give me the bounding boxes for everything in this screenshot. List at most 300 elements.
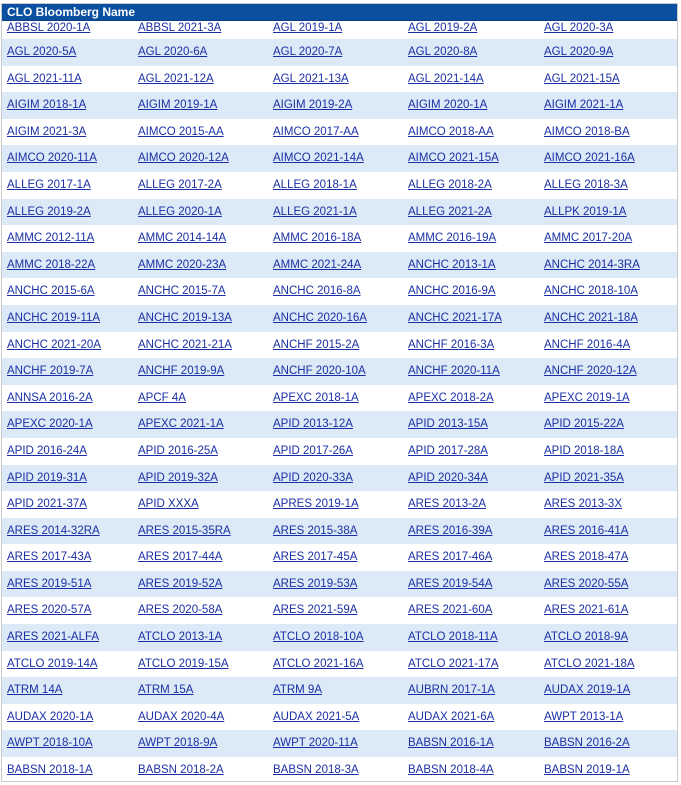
table-cell — [539, 651, 678, 678]
table-cell — [268, 651, 403, 678]
clo-name-link[interactable]: APID 2019-32A — [138, 471, 218, 484]
clo-name-link[interactable]: ANCHC 2019-13A — [138, 311, 232, 324]
clo-name-link[interactable]: ALLEG 2017-2A — [138, 178, 222, 191]
clo-name-link[interactable]: AMMC 2018-22A — [7, 258, 96, 271]
table-cell — [133, 21, 268, 39]
clo-name-link[interactable]: ATRM 14A — [7, 684, 63, 697]
clo-name-link[interactable]: AGL 2019-2A — [408, 22, 478, 34]
clo-name-link[interactable]: ARES 2017-44A — [138, 551, 223, 564]
table-cell — [2, 145, 133, 172]
table-cell — [2, 677, 133, 704]
clo-name-link[interactable]: ALLEG 2017-1A — [7, 178, 91, 191]
table-cell — [133, 199, 268, 226]
clo-name-link[interactable]: AMMC 2017-20A — [544, 232, 633, 245]
clo-name-link[interactable]: AGL 2021-12A — [138, 72, 214, 85]
table-cell — [133, 544, 268, 571]
table-cell — [133, 332, 268, 359]
table-cell — [268, 411, 403, 438]
clo-name-link[interactable]: AGL 2019-1A — [273, 22, 343, 34]
clo-name-link[interactable]: APID 2013-15A — [408, 418, 488, 431]
table-row — [2, 66, 678, 93]
table-cell — [539, 730, 678, 757]
clo-name-link[interactable]: ABBSL 2021-3A — [138, 22, 222, 34]
table-row — [2, 199, 678, 226]
table-cell — [268, 385, 403, 412]
table-cell — [2, 278, 133, 305]
clo-name-link[interactable]: APEXC 2018-2A — [408, 391, 494, 404]
table-cell — [133, 39, 268, 66]
table-cell — [133, 252, 268, 279]
table-cell — [403, 39, 539, 66]
table-cell — [539, 119, 678, 146]
clo-name-link[interactable]: ATCLO 2018-11A — [408, 631, 498, 644]
table-cell — [403, 305, 539, 332]
clo-name-link[interactable]: ANCHF 2020-12A — [544, 365, 637, 378]
table-cell — [539, 385, 678, 412]
clo-name-link[interactable]: AUDAX 2021-6A — [408, 710, 495, 723]
table-cell — [2, 358, 133, 385]
table-cell — [403, 358, 539, 385]
clo-name-link[interactable]: ATCLO 2013-1A — [138, 631, 223, 644]
clo-name-link[interactable]: AWPT 2013-1A — [544, 710, 624, 723]
table-cell — [539, 39, 678, 66]
table-cell — [539, 518, 678, 545]
clo-name-link[interactable]: BABSN 2018-1A — [7, 764, 93, 777]
clo-name-link[interactable]: AIMCO 2021-14A — [273, 152, 364, 165]
clo-name-link[interactable]: AIMCO 2021-15A — [408, 152, 499, 165]
table-cell — [133, 145, 268, 172]
table-cell — [403, 145, 539, 172]
clo-name-link[interactable]: AGL 2020-6A — [138, 46, 208, 58]
table-cell — [2, 172, 133, 199]
table-cell — [539, 571, 678, 598]
table-cell — [539, 704, 678, 731]
table-cell — [539, 252, 678, 279]
table-cell — [133, 730, 268, 757]
clo-name-link[interactable]: ALLEG 2018-3A — [544, 178, 628, 191]
clo-name-link[interactable]: AMMC 2012-11A — [7, 232, 95, 245]
table-cell — [2, 66, 133, 93]
clo-name-link[interactable]: ANCHF 2015-2A — [273, 338, 360, 351]
clo-name-link[interactable]: APEXC 2018-1A — [273, 391, 359, 404]
table-row — [2, 39, 678, 66]
table-row — [2, 145, 678, 172]
table-cell — [403, 597, 539, 624]
table-cell — [403, 544, 539, 571]
table-cell — [133, 677, 268, 704]
clo-name-link[interactable]: ANNSA 2016-2A — [7, 391, 93, 404]
table-cell — [539, 172, 678, 199]
table-cell — [539, 305, 678, 332]
clo-name-link[interactable]: AGL 2021-15A — [544, 72, 620, 85]
clo-name-link[interactable]: AIMCO 2018-BA — [544, 125, 630, 138]
clo-name-link[interactable]: ATCLO 2021-18A — [544, 657, 635, 670]
clo-name-link[interactable]: APID 2020-34A — [408, 471, 488, 484]
table-cell — [403, 624, 539, 651]
table-cell — [2, 597, 133, 624]
clo-name-link[interactable]: AGL 2020-8A — [408, 46, 478, 58]
table-cell — [2, 225, 133, 252]
table-cell — [268, 39, 403, 66]
clo-name-link[interactable]: ARES 2020-55A — [544, 577, 629, 590]
table-cell — [403, 225, 539, 252]
clo-name-link[interactable]: APID 2021-37A — [7, 498, 87, 511]
clo-name-link[interactable]: APID 2015-22A — [544, 418, 624, 431]
table-row — [2, 21, 678, 39]
clo-name-link[interactable]: ANCHF 2019-9A — [138, 365, 225, 378]
table-cell — [133, 491, 268, 518]
table-cell — [539, 278, 678, 305]
clo-name-link[interactable]: ANCHC 2019-11A — [7, 311, 101, 324]
table-cell — [2, 757, 133, 782]
clo-name-link[interactable]: APID 2019-31A — [7, 471, 87, 484]
table-cell — [2, 544, 133, 571]
table-row — [2, 358, 678, 385]
table-cell — [133, 385, 268, 412]
clo-name-link[interactable]: ARES 2016-41A — [544, 524, 629, 537]
table-cell — [268, 278, 403, 305]
clo-name-link[interactable]: ARES 2017-46A — [408, 551, 493, 564]
table-cell — [403, 172, 539, 199]
table-cell — [133, 757, 268, 782]
table-cell — [268, 730, 403, 757]
clo-name-link[interactable]: AIMCO 2020-11A — [7, 152, 97, 165]
clo-name-link[interactable]: AWPT 2018-9A — [138, 737, 218, 750]
clo-table-panel — [1, 3, 678, 782]
table-cell — [268, 597, 403, 624]
clo-name-link[interactable]: ARES 2019-54A — [408, 577, 493, 590]
clo-name-link[interactable]: ATCLO 2019-15A — [138, 657, 229, 670]
clo-name-link[interactable]: APID 2020-33A — [273, 471, 353, 484]
table-cell — [268, 704, 403, 731]
table-row — [2, 438, 678, 465]
table-cell — [403, 704, 539, 731]
clo-name-link[interactable]: AUDAX 2021-5A — [273, 710, 360, 723]
table-cell — [539, 411, 678, 438]
clo-name-link[interactable]: AIMCO 2017-AA — [273, 125, 359, 138]
table-cell — [539, 21, 678, 39]
clo-name-link[interactable]: APID 2016-25A — [138, 444, 218, 457]
table-cell — [2, 411, 133, 438]
clo-name-link[interactable]: AGL 2020-5A — [7, 46, 77, 58]
clo-name-link[interactable]: AGL 2020-7A — [273, 46, 343, 58]
clo-name-link[interactable]: AIGIM 2019-2A — [273, 99, 353, 112]
clo-name-link[interactable]: ALLEG 2018-1A — [273, 178, 357, 191]
clo-name-link[interactable]: ANCHC 2021-17A — [408, 311, 502, 324]
table-row — [2, 704, 678, 731]
table-cell — [133, 358, 268, 385]
clo-name-link[interactable]: ANCHC 2020-16A — [273, 311, 367, 324]
clo-name-link[interactable]: ATRM 9A — [273, 684, 322, 697]
table-row — [2, 730, 678, 757]
clo-name-link[interactable]: APRES 2019-1A — [273, 498, 359, 511]
clo-name-link[interactable]: ARES 2013-3X — [544, 498, 622, 511]
table-cell — [2, 119, 133, 146]
clo-name-link[interactable]: APEXC 2021-1A — [138, 418, 224, 431]
table-cell — [2, 491, 133, 518]
clo-name-link[interactable]: BABSN 2018-3A — [273, 764, 359, 777]
clo-name-link[interactable]: ARES 2020-57A — [7, 604, 92, 617]
clo-name-link[interactable]: ANCHC 2013-1A — [408, 258, 496, 271]
table-cell — [268, 571, 403, 598]
clo-name-link[interactable]: AWPT 2018-10A — [7, 737, 93, 750]
clo-name-link[interactable]: ATRM 15A — [138, 684, 194, 697]
clo-name-link[interactable]: ATCLO 2021-16A — [273, 657, 364, 670]
clo-name-link[interactable]: ARES 2014-32RA — [7, 524, 100, 537]
clo-name-link[interactable]: ARES 2015-38A — [273, 524, 358, 537]
clo-name-link[interactable]: AIGIM 2018-1A — [7, 99, 87, 112]
clo-name-link[interactable]: AGL 2020-3A — [544, 22, 614, 34]
clo-name-link[interactable]: AUDAX 2019-1A — [544, 684, 631, 697]
table-row — [2, 597, 678, 624]
clo-name-link[interactable]: AGL 2021-13A — [273, 72, 349, 85]
table-cell — [133, 651, 268, 678]
table-cell — [539, 757, 678, 782]
table-cell — [133, 518, 268, 545]
clo-name-link[interactable]: ARES 2015-35RA — [138, 524, 231, 537]
clo-name-link[interactable]: AGL 2021-11A — [7, 72, 82, 85]
clo-name-link[interactable]: BABSN 2018-2A — [138, 764, 224, 777]
clo-name-link[interactable]: AMMC 2014-14A — [138, 232, 227, 245]
clo-name-link[interactable]: ALLPK 2019-1A — [544, 205, 627, 218]
table-row — [2, 518, 678, 545]
table-cell — [2, 92, 133, 119]
table-row — [2, 119, 678, 146]
table-cell — [268, 225, 403, 252]
clo-name-link[interactable]: AIMCO 2015-AA — [138, 125, 224, 138]
table-cell — [2, 518, 133, 545]
clo-name-link[interactable]: ARES 2018-47A — [544, 551, 629, 564]
clo-name-link[interactable]: APEXC 2019-1A — [544, 391, 630, 404]
table-row — [2, 624, 678, 651]
clo-name-link[interactable]: ARES 2016-39A — [408, 524, 493, 537]
clo-name-link[interactable]: AGL 2021-14A — [408, 72, 484, 85]
table-cell — [403, 491, 539, 518]
table-cell — [403, 278, 539, 305]
clo-name-link[interactable]: APID XXXA — [138, 498, 199, 511]
table-cell — [2, 305, 133, 332]
table-cell — [133, 438, 268, 465]
clo-name-link[interactable]: AMMC 2020-23A — [138, 258, 227, 271]
clo-name-link[interactable]: ARES 2013-2A — [408, 498, 486, 511]
clo-name-link[interactable]: ALLEG 2020-1A — [138, 205, 222, 218]
table-cell — [539, 358, 678, 385]
table-row — [2, 252, 678, 279]
clo-name-link[interactable]: AIGIM 2019-1A — [138, 99, 218, 112]
clo-name-link[interactable]: AMMC 2016-19A — [408, 232, 497, 245]
clo-name-link[interactable]: ALLEG 2021-2A — [408, 205, 492, 218]
clo-name-link[interactable]: ATCLO 2018-10A — [273, 631, 364, 644]
table-cell — [539, 199, 678, 226]
table-cell — [133, 119, 268, 146]
table-cell — [2, 199, 133, 226]
table-cell — [539, 225, 678, 252]
clo-name-link[interactable]: AWPT 2020-11A — [273, 737, 358, 750]
clo-name-link[interactable]: ATCLO 2021-17A — [408, 657, 499, 670]
table-cell — [133, 411, 268, 438]
clo-name-link[interactable]: ANCHC 2015-6A — [7, 285, 95, 298]
clo-name-link[interactable]: ALLEG 2018-2A — [408, 178, 492, 191]
table-cell — [268, 66, 403, 93]
table-cell — [268, 465, 403, 492]
clo-name-link[interactable]: AUDAX 2020-1A — [7, 710, 94, 723]
table-cell — [539, 92, 678, 119]
table-cell — [2, 21, 133, 39]
table-cell — [268, 518, 403, 545]
clo-name-link[interactable]: ARES 2019-53A — [273, 577, 358, 590]
clo-name-link[interactable]: ALLEG 2021-1A — [273, 205, 357, 218]
clo-name-link[interactable]: ANCHC 2016-8A — [273, 285, 361, 298]
table-row — [2, 225, 678, 252]
clo-name-link[interactable]: ANCHC 2015-7A — [138, 285, 226, 298]
table-cell — [2, 39, 133, 66]
clo-name-link[interactable]: ABBSL 2020-1A — [7, 22, 91, 34]
clo-name-link[interactable]: AIGIM 2021-3A — [7, 125, 87, 138]
clo-name-link[interactable]: ANCHC 2014-3RA — [544, 258, 640, 271]
table-row — [2, 571, 678, 598]
table-cell — [268, 677, 403, 704]
table-cell — [2, 624, 133, 651]
table-cell — [133, 305, 268, 332]
clo-name-link[interactable]: APID 2013-12A — [273, 418, 353, 431]
table-cell — [133, 704, 268, 731]
clo-name-link[interactable]: AMMC 2021-24A — [273, 258, 362, 271]
clo-name-link[interactable]: APID 2017-26A — [273, 444, 353, 457]
table-row — [2, 278, 678, 305]
table-row — [2, 332, 678, 359]
table-cell — [133, 571, 268, 598]
table-cell — [2, 571, 133, 598]
table-cell — [539, 624, 678, 651]
clo-name-link[interactable]: APID 2016-24A — [7, 444, 87, 457]
table-cell — [403, 92, 539, 119]
clo-name-link[interactable]: APID 2021-35A — [544, 471, 624, 484]
clo-name-link[interactable]: BABSN 2019-1A — [544, 764, 630, 777]
table-cell — [403, 252, 539, 279]
clo-name-link[interactable]: BABSN 2016-1A — [408, 737, 494, 750]
clo-name-link[interactable]: ARES 2021-60A — [408, 604, 493, 617]
table-cell — [539, 597, 678, 624]
table-cell — [2, 651, 133, 678]
table-cell — [268, 145, 403, 172]
clo-name-link[interactable]: AIMCO 2020-12A — [138, 152, 229, 165]
clo-name-link[interactable]: ALLEG 2019-2A — [7, 205, 91, 218]
table-cell — [268, 438, 403, 465]
clo-name-link[interactable]: AIGIM 2021-1A — [544, 99, 624, 112]
table-cell — [403, 651, 539, 678]
table-cell — [268, 358, 403, 385]
clo-name-link[interactable]: ANCHF 2020-10A — [273, 365, 366, 378]
clo-name-table-body — [2, 21, 678, 782]
table-cell — [133, 172, 268, 199]
table-cell — [268, 624, 403, 651]
clo-name-link[interactable]: ANCHF 2019-7A — [7, 365, 94, 378]
clo-name-link[interactable]: ANCHF 2016-3A — [408, 338, 495, 351]
clo-name-link[interactable]: APCF 4A — [138, 391, 186, 404]
table-cell — [133, 278, 268, 305]
table-row — [2, 677, 678, 704]
table-cell — [539, 465, 678, 492]
clo-name-link[interactable]: AGL 2020-9A — [544, 46, 614, 58]
table-cell — [403, 411, 539, 438]
clo-name-link[interactable]: AUBRN 2017-1A — [408, 684, 495, 697]
table-cell — [2, 385, 133, 412]
table-cell — [133, 66, 268, 93]
table-header-title: CLO Bloomberg Name — [2, 4, 677, 21]
table-cell — [133, 92, 268, 119]
table-cell — [133, 465, 268, 492]
clo-name-link[interactable]: ANCHC 2016-9A — [408, 285, 496, 298]
table-cell — [133, 624, 268, 651]
clo-name-link[interactable]: ARES 2019-51A — [7, 577, 92, 590]
clo-name-link[interactable]: AIMCO 2018-AA — [408, 125, 494, 138]
clo-name-link[interactable]: AMMC 2016-18A — [273, 232, 362, 245]
table-cell — [268, 491, 403, 518]
table-row — [2, 757, 678, 782]
table-cell — [268, 172, 403, 199]
clo-name-link[interactable]: ARES 2021-59A — [273, 604, 358, 617]
table-cell — [403, 571, 539, 598]
table-cell — [539, 491, 678, 518]
table-cell — [268, 21, 403, 39]
clo-name-link[interactable]: APID 2018-18A — [544, 444, 624, 457]
table-cell — [403, 199, 539, 226]
clo-name-link[interactable]: ATCLO 2018-9A — [544, 631, 629, 644]
table-cell — [539, 66, 678, 93]
clo-name-link[interactable]: ATCLO 2019-14A — [7, 657, 98, 670]
table-row — [2, 305, 678, 332]
table-row — [2, 651, 678, 678]
clo-name-link[interactable]: ARES 2020-58A — [138, 604, 223, 617]
clo-name-link[interactable]: ARES 2021-61A — [544, 604, 629, 617]
clo-name-link[interactable]: ANCHC 2021-20A — [7, 338, 101, 351]
table-cell — [2, 438, 133, 465]
clo-name-link[interactable]: APID 2017-28A — [408, 444, 488, 457]
clo-name-link[interactable]: ARES 2019-52A — [138, 577, 223, 590]
clo-name-link[interactable]: BABSN 2016-2A — [544, 737, 630, 750]
table-cell — [403, 465, 539, 492]
clo-name-link[interactable]: ANCHF 2016-4A — [544, 338, 631, 351]
table-cell — [403, 438, 539, 465]
table-row — [2, 92, 678, 119]
table-cell — [133, 597, 268, 624]
clo-name-link[interactable]: ARES 2021-ALFA — [7, 631, 100, 644]
table-cell — [2, 252, 133, 279]
table-cell — [268, 199, 403, 226]
clo-name-link[interactable]: ANCHC 2021-21A — [138, 338, 232, 351]
clo-name-link[interactable]: BABSN 2018-4A — [408, 764, 494, 777]
table-row — [2, 465, 678, 492]
table-row — [2, 544, 678, 571]
table-cell — [2, 704, 133, 731]
clo-name-link[interactable]: ARES 2017-45A — [273, 551, 358, 564]
clo-name-link[interactable]: APEXC 2020-1A — [7, 418, 93, 431]
clo-name-link[interactable]: ANCHF 2020-11A — [408, 365, 500, 378]
clo-name-link[interactable]: ARES 2017-43A — [7, 551, 92, 564]
table-cell — [268, 757, 403, 782]
clo-name-link[interactable]: AUDAX 2020-4A — [138, 710, 225, 723]
clo-name-link[interactable]: AIMCO 2021-16A — [544, 152, 635, 165]
clo-name-link[interactable]: ANCHC 2018-10A — [544, 285, 638, 298]
table-row — [2, 172, 678, 199]
table-cell — [403, 518, 539, 545]
table-cell — [403, 21, 539, 39]
clo-name-link[interactable]: AIGIM 2020-1A — [408, 99, 488, 112]
clo-name-link[interactable]: ANCHC 2021-18A — [544, 311, 638, 324]
table-cell — [403, 66, 539, 93]
table-cell — [403, 385, 539, 412]
clo-name-table — [2, 21, 678, 782]
